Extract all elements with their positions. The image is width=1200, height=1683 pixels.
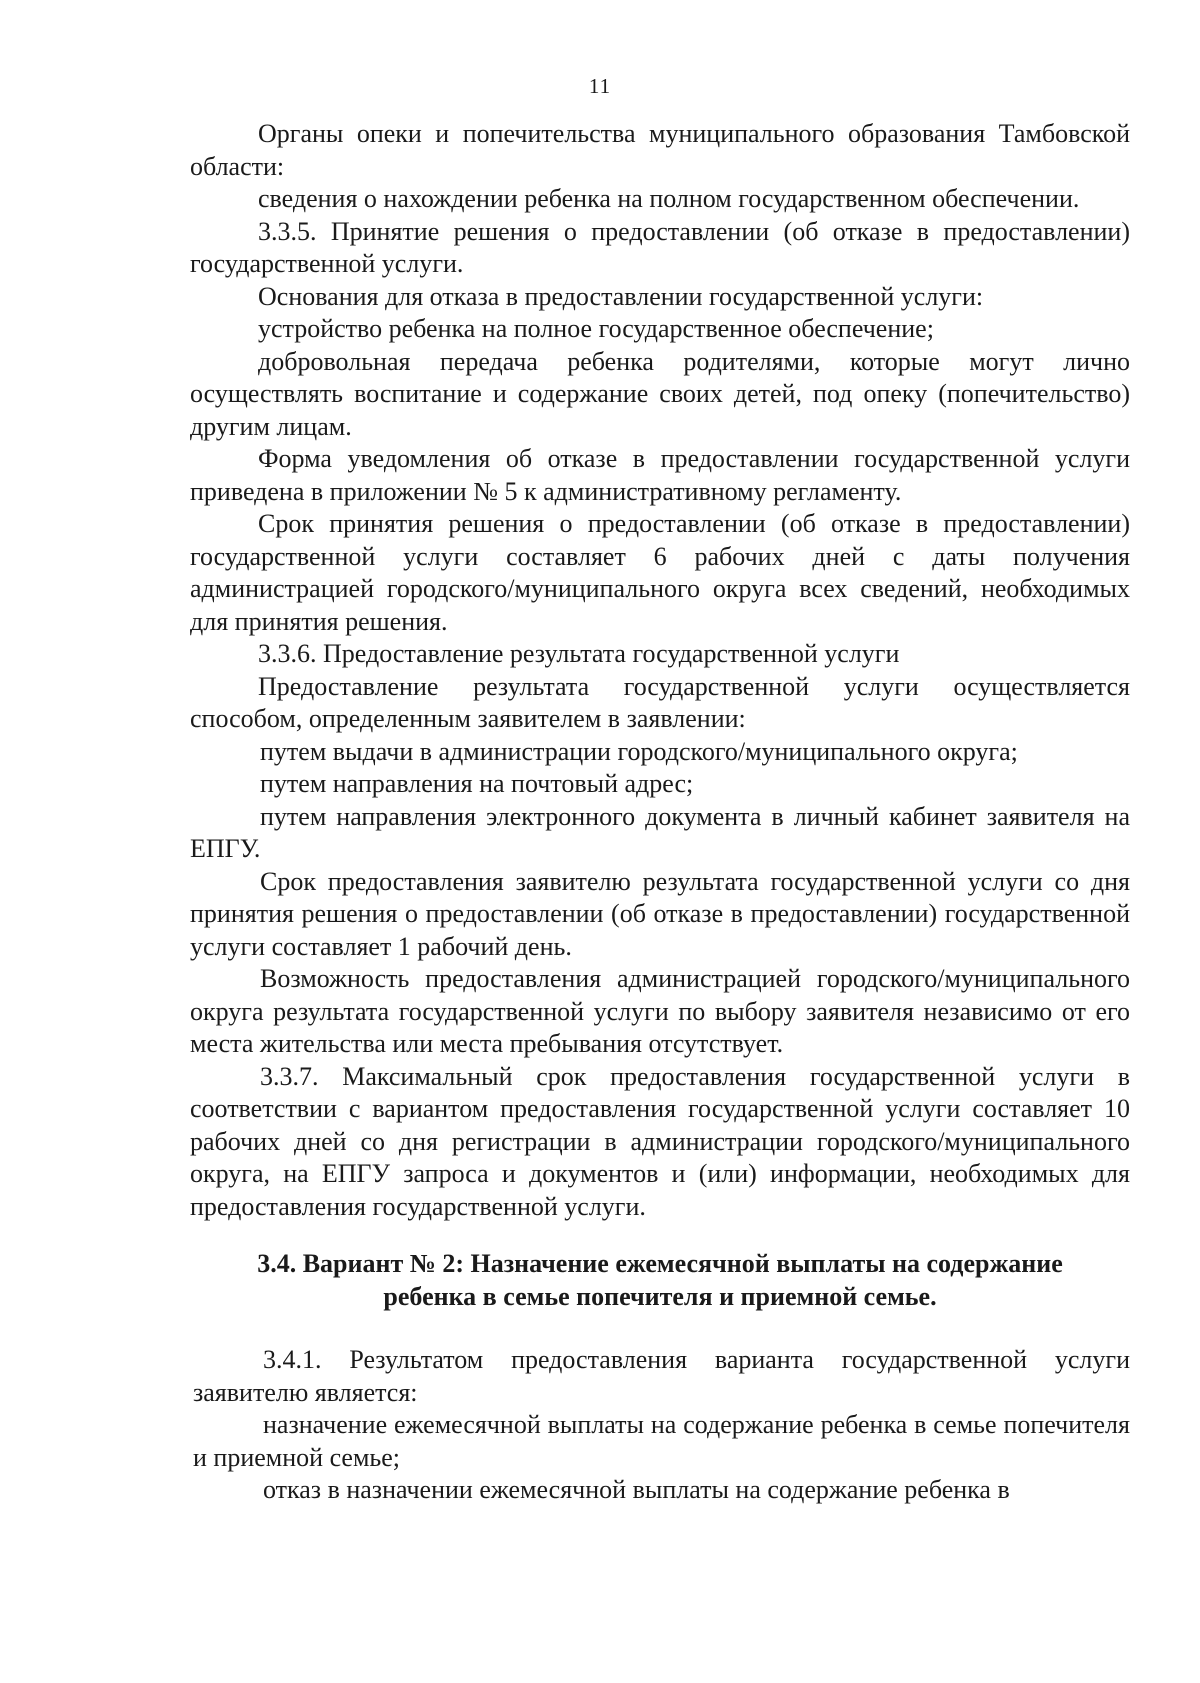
- paragraph: устройство ребенка на полное государственное обеспечение;: [258, 314, 934, 343]
- paragraph: добровольная передача ребенка родителями, которые могут лично осуществлять воспитание и содержание своих детей, под опеку (попечительство) другим лицам.: [190, 346, 1130, 441]
- paragraph: Возможность предоставления администрацией городского/муниципального округа результата государственной услуги по выбору заявителя независимо от его места жительства или места пребывания отсутствует.: [190, 964, 1130, 1058]
- paragraph: Срок предоставления заявителю результата государственной услуги со дня принятия решения о предоставлении (об отказе в предоставлении) государственной услуги составляет 1 рабочий день.: [190, 866, 1130, 961]
- paragraph: путем выдачи в администрации городского/муниципального округа;: [260, 736, 1018, 766]
- paragraph: Предоставление результата государственной услуги осуществляется способом, определенным заявителем в заявлении:: [190, 671, 1130, 733]
- paragraph: Форма уведомления об отказе в предоставлении государственной услуги приведена в приложении № 5 к административному регламенту.: [190, 444, 1130, 506]
- paragraph: назначение ежемесячной выплаты на содержание ребенка в семье попечителя и приемной семье;: [193, 1410, 1130, 1472]
- paragraph: 3.3.6. Предоставление результата государственной услуги: [258, 639, 900, 668]
- section-heading-line: ребенка в семье попечителя и приемной семье.: [383, 1281, 937, 1311]
- section-heading: [190, 1248, 1130, 1313]
- paragraph: 3.3.5. Принятие решения о предоставлении (об отказе в предоставлении) государственной услуги.: [190, 216, 1130, 278]
- paragraph: отказ в назначении ежемесячной выплаты на содержание ребенка в: [263, 1475, 1010, 1504]
- paragraph: Органы опеки и попечительства муниципального образования Тамбовской области:: [190, 119, 1130, 181]
- paragraph: Основания для отказа в предоставлении государственной услуги:: [258, 281, 984, 311]
- paragraph: путем направления электронного документа в личный кабинет заявителя на ЕПГУ.: [190, 801, 1130, 863]
- paragraph: Срок принятия решения о предоставлении (об отказе в предоставлении) государственной услуги составляет 6 рабочих дней с даты получения администрацией городского/муниципального округа всех сведений, необходимых для принятия решения.: [190, 509, 1130, 636]
- paragraph: путем направления на почтовый адрес;: [260, 769, 694, 798]
- paragraph: сведения о нахождении ребенка на полном государственном обеспечении.: [258, 184, 1080, 213]
- paragraph: 3.4.1. Результатом предоставления варианта государственной услуги заявителю является:: [193, 1345, 1130, 1407]
- document-body: [190, 118, 1130, 1507]
- paragraph: 3.3.7. Максимальный срок предоставления государственной услуги в соответствии с вариантом предоставления государственной услуги составляет 10 рабочих дней со дня регистрации в администрации городского/муниципального округа, на ЕПГУ запроса и документов и (или) информации, необходимых для предоставления государственной услуги.: [190, 1061, 1130, 1221]
- section-heading-line: 3.4. Вариант № 2: Назначение ежемесячной выплаты на содержание: [257, 1249, 1063, 1278]
- page-number: 11: [588, 74, 612, 98]
